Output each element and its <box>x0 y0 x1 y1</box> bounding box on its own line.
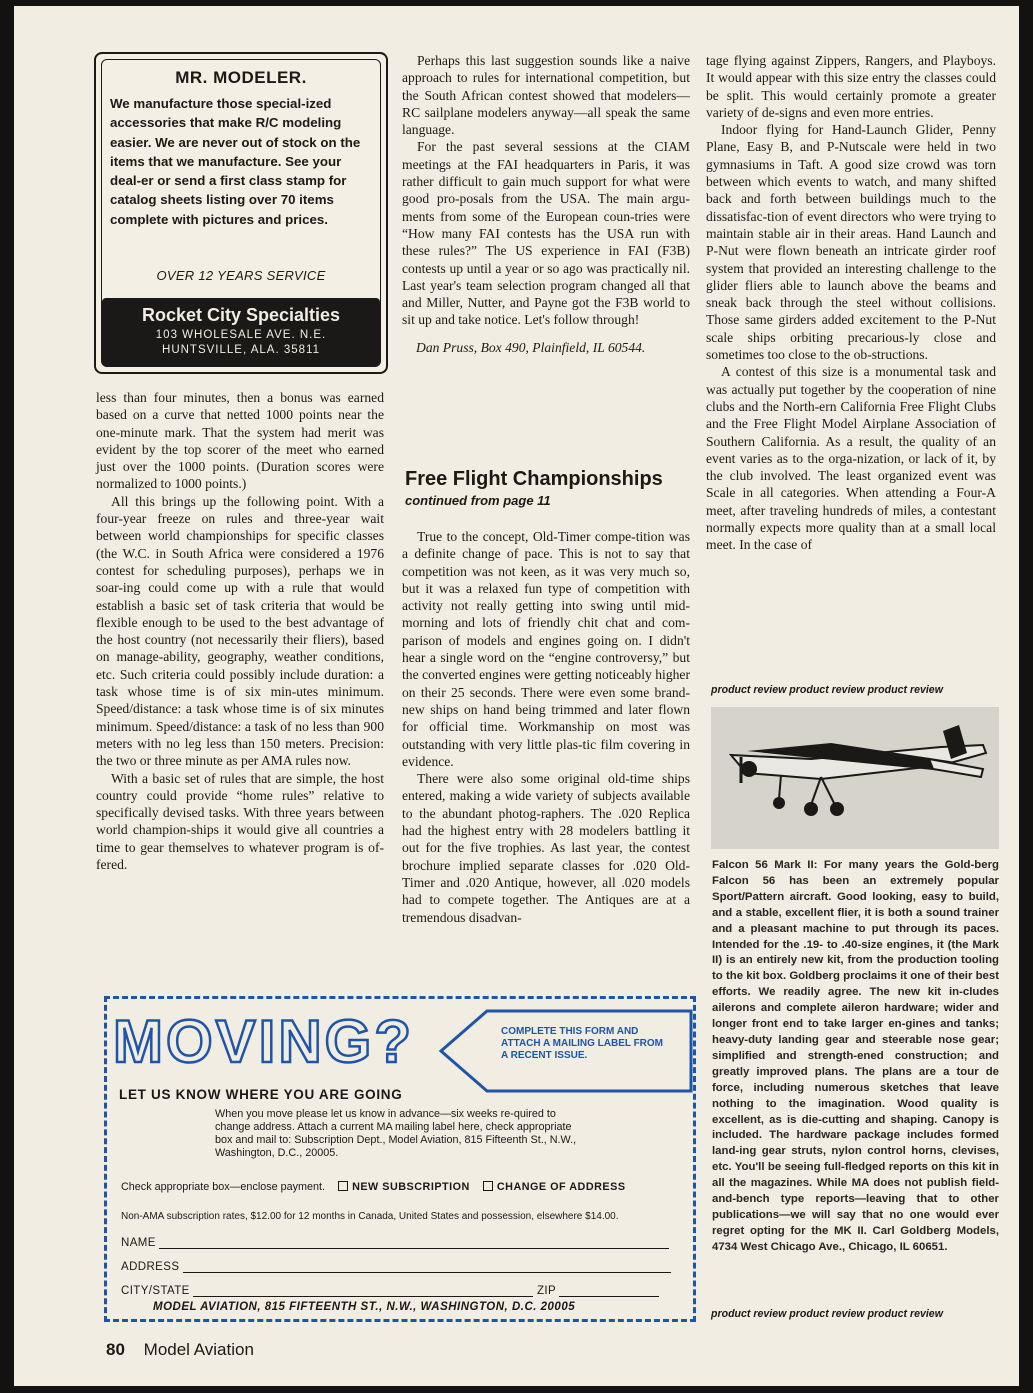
name-label: NAME <box>121 1237 156 1249</box>
product-review-banner-bottom: product review product review product review <box>711 1308 943 1320</box>
magazine-page <box>14 6 1019 1386</box>
address-blank[interactable] <box>183 1272 671 1273</box>
ad-address2: HUNTSVILLE, ALA. 35811 <box>162 344 320 356</box>
free-flight-heading-block <box>405 468 690 508</box>
ad-service: OVER 12 YEARS SERVICE <box>156 268 326 283</box>
moving-title: MOVING? <box>113 1008 414 1075</box>
check-label: Check appropriate box—enclose payment. <box>121 1181 326 1193</box>
zip-label: ZIP <box>536 1285 556 1297</box>
moving-footer: MODEL AVIATION, 815 FIFTEENTH ST., N.W., WASHINGTON, D.C. 20005 <box>153 1301 576 1313</box>
change-address-checkbox[interactable] <box>483 1181 493 1191</box>
page-footer <box>106 1340 254 1360</box>
column-2-top <box>402 52 690 356</box>
ad-company: Rocket City Specialties <box>141 305 341 325</box>
rocket-city-ad <box>94 52 388 374</box>
new-subscription-checkbox[interactable] <box>338 1181 348 1191</box>
citystate-label: CITY/STATE <box>121 1285 190 1297</box>
col2-paragraph-2: For the past several sessions at the CIAM meetings at the FAI headquarters in Paris, it was rather difficult to gain much support for what were good pro-posals from the USA. The main argu-ments from some of the European coun-tries were “How many FAI contests has the USA run with these rules?” The US experience in FAI (F3B) contests up until a year or so ago was practically nil. Last year's team selection program changed all that and Miller, Nutter, and Payne got the F3B world to sit up and take notice. Let's follow through! <box>402 139 690 328</box>
citystate-blank[interactable] <box>193 1296 533 1297</box>
continued-note: continued from page 11 <box>405 493 551 508</box>
col1-paragraph-2: All this brings up the following point. With a four-year freeze on rules and three-year wait between world championships for specific classes (the W.C. in South Africa were considered a 1976 contest for scheduling purposes), perhaps we in soar-ing could come up with a rule that would establish a basic set of task criteria that would be flexible enough to be used to the best advantage of the host country (not necessarily their fliers), based on manage-ability, geography, weather conditions, etc. Such criteria could possibly include duration: a task whose time is of six min-utes minimum. Speed/distance: a task whose time is of six minutes minimum. Speed/distance: a task of no less than 900 meters with no leg less than 150 meters. Precision: the two or three minute as per AMA rules now. <box>96 493 384 769</box>
col3-paragraph-3: A contest of this size is a monumental task and was actually put together by the cooperation of nine clubs and the North-ern California Free Flight Clubs and the Free Flight Model Airplane Association of Southern California. As a result, the quality of an event varies as to the orga-nization, or lack of it, by the club involved. The least organized event was Scale in all categories. When attending a Four-A meet, after traveling hundreds of miles, a contestant normally expects more quality than at a small local meet. In the case of <box>706 364 996 553</box>
product-review-banner-top: product review product review product review <box>711 684 943 696</box>
new-subscription-label: NEW SUBSCRIPTION <box>352 1181 470 1193</box>
airplane-photo <box>711 707 999 849</box>
author-signature: Dan Pruss, Box 490, Plainfield, IL 60544. <box>416 339 646 355</box>
ad-address1: 103 WHOLESALE AVE. N.E. <box>155 329 327 341</box>
citystate-field[interactable] <box>121 1285 659 1297</box>
col2-paragraph-3: True to the concept, Old-Timer compe-tition was a definite change of pace. This is not to say that competition was not keen, as it was very much so, but it was a relaxed fun type of competition with activity not really getting into swing until mid-morning and lots of friendly chit chat and com-parison of models and engines going on. I didn't hear a single word on the “engine controversy,” but the converted engines were getting noticeably higher on their 25 seconds. There were even some brand-new ships on hand being trimmed and later flown for official time. Workmanship on most was outstanding with very little plas-tic film covering in evidence. <box>402 529 690 769</box>
non-ama-rates: Non-AMA subscription rates, $12.00 for 12 months in Canada, United States and possession, elsewhere $14.00. <box>121 1211 619 1222</box>
moving-instructions: When you move please let us know in advance—six weeks re-quired to change address. Attach a current MA mailing label here, check appropriate box and mail to: Subscription Dept., Model Aviation, 815 Fifteenth St., N.W., Washington, D.C., 20005. <box>215 1108 577 1159</box>
check-row <box>121 1181 626 1193</box>
name-blank[interactable] <box>159 1248 669 1249</box>
arrow-instructions: COMPLETE THIS FORM AND ATTACH A MAILING LABEL FROM A RECENT ISSUE. <box>501 1026 664 1061</box>
column-3 <box>706 52 996 554</box>
col1-paragraph-3: With a basic set of rules that are simple, the host country could provide “home rules” relative to specifically devised tasks. With three years between world champion-ships it would give all countries a time to gear themselves to whatever program is of-fered. <box>96 770 384 873</box>
ad-title: MR. MODELER. <box>175 68 307 87</box>
column-1 <box>96 389 384 873</box>
col2-paragraph-4: There were also some original old-time ships entered, making a wide variety of subjects available to the abundant photog-raphers. The .020 Replica had the highest entry with 28 modelers battling it out for the five trophies. As last year, the contest brochure implied separate classes for .020 Old-Timer and .020 Antique, however, all .020 models had to compete together. The Antiques are at a tremendous disadvan- <box>402 771 690 925</box>
airplane-icon <box>711 707 999 849</box>
name-field[interactable] <box>121 1237 669 1249</box>
address-label: ADDRESS <box>121 1261 180 1273</box>
page-number: 80 <box>106 1340 125 1359</box>
lets-know-heading: LET US KNOW WHERE YOU ARE GOING <box>119 1087 403 1102</box>
col2-paragraph-1: Perhaps this last suggestion sounds like a naive approach to rules for international competition, but the South African contest showed that modelers—RC sailplane modelers anyway—all speak the same language. <box>402 53 690 138</box>
magazine-name: Model Aviation <box>143 1340 254 1359</box>
change-address-label: CHANGE OF ADDRESS <box>496 1181 626 1193</box>
address-field[interactable] <box>121 1261 671 1273</box>
col3-paragraph-1: tage flying against Zippers, Rangers, and Playboys. It would appear with this size entry the classes could be split. This would certainly promote a greater variety of de-signs and even more entries. <box>706 53 996 120</box>
review-caption: Falcon 56 Mark II: For many years the Gold-berg Falcon 56 has been an extremely popular Sport/Pattern aircraft. Good looking, easy to build, and a stable, excellent flier, it is both a sound trainer and a pleasant machine to put through its paces. Intended for the .19- to .40-size engines, it (the Mark II) is an entirely new kit, from the production tooling to the kit box. Goldberg proclaims it one of their best efforts. We readily agree. The new kit in-cludes ailerons and complete aileron hardware; wider and longer front end to take larger en-gines and tanks; heavy-duty landing gear and steerable nose gear; simplified and strength-ened construction; and greatly improved plans. The plans are a tour de force, including numerous sketches that leave nothing to the imagination. Wood quality is excellent, as is die-cutting and shaping. Canopy is included. The hardware package includes formed land-ing gear struts, nylon control horns, clevises, etc. You'll be seeing full-fledged reports on this kit in all the magazines. While MA does not publish field-and-bench type reports—leaving that to other publications—we will say that no one would ever regret opting for the MK II. Carl Goldberg Models, 4734 West Chicago Ave., Chicago, IL 60651. <box>712 859 999 1253</box>
column-2-bottom <box>402 528 690 926</box>
col1-paragraph-1: less than four minutes, then a bonus was earned based on a curve that netted 1000 points near the one-minute mark. That the system had merit was evident by the top scorer of the meet who earned just over the 1000 points. (Duration scores were normalized to 1000 points.) <box>96 390 384 492</box>
ad-company-box <box>102 298 380 366</box>
ad-body: We manufacture those special-ized accessories that make R/C modeling easier. We are never out of stock on the items that we manufacture. See your deal-er or send a first class stamp for catalog sheets listing over 70 items complete with pictures and prices. <box>110 96 361 227</box>
section-heading: Free Flight Championships <box>405 468 663 490</box>
zip-blank[interactable] <box>559 1296 659 1297</box>
col3-paragraph-2: Indoor flying for Hand-Launch Glider, Penny Plane, Easy B, and P-Nutscale were held in two gymnasiums in Taft. A good size crowd was torn between which events to watch, and many shifted back and forth between buildings much to the dissatisfac-tion of event directors who were trying to maintain stable air in their areas. Hand Launch and P-Nut were flown beneath an intricate girder roof system that provided an interesting challenge to the glider fliers able to launch above the beams and sneak back through the steel without collisions. Those same girders added excitement to the P-Nut scale ships orbiting precarious-ly close and sometimes too close to the ob-structions. <box>706 122 996 363</box>
moving-form <box>104 996 696 1322</box>
